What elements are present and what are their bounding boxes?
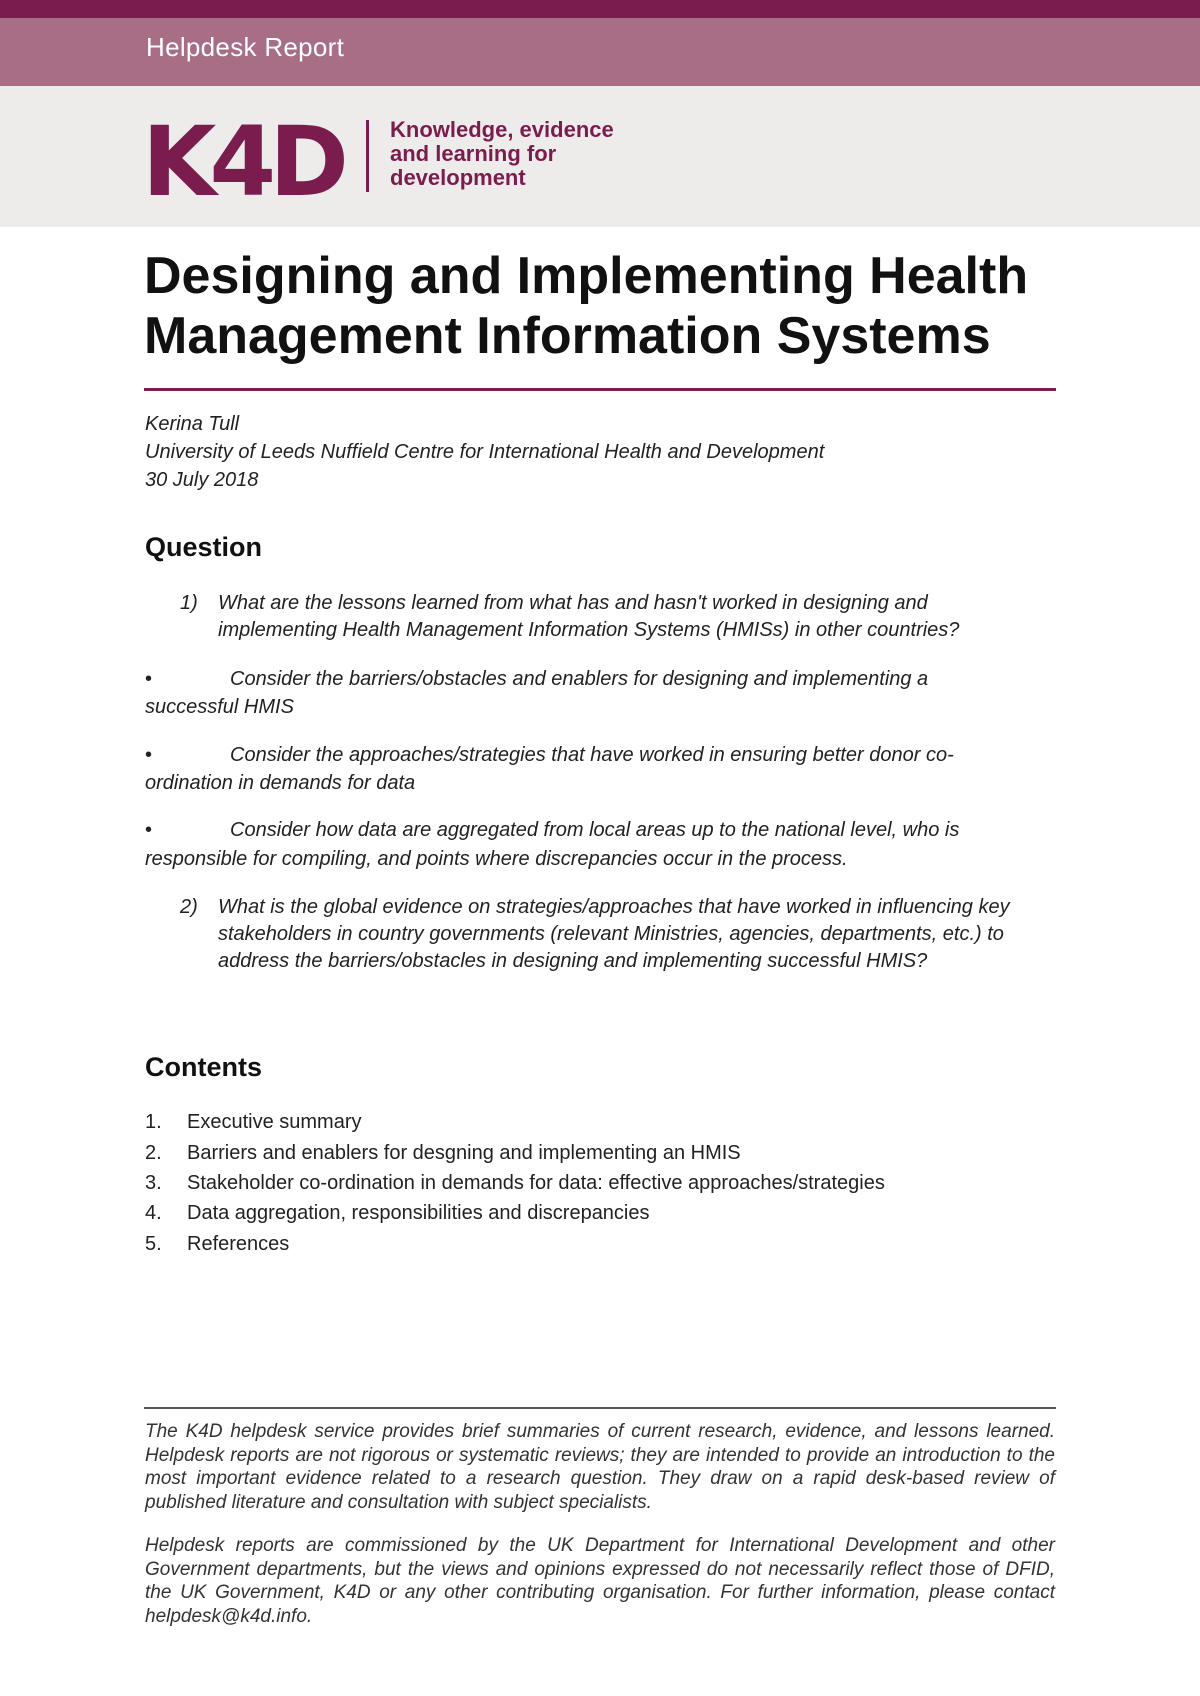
author-name: Kerina Tull (145, 413, 240, 435)
question-text (218, 894, 1078, 975)
logo-tagline-line: development (390, 165, 526, 190)
toc-item-label: Executive summary (187, 1111, 362, 1133)
k4d-logo: K4D (142, 106, 342, 218)
logo-tagline-line: Knowledge, evidence (390, 117, 614, 142)
bullet-text-line: responsible for compiling, and points where discrepancies occur in the process. (145, 848, 848, 870)
bullet-marker: • (145, 668, 153, 690)
logo-tagline (390, 118, 650, 190)
top-stripe (0, 0, 1200, 18)
commission-paragraph: Helpdesk reports are commissioned by the UK Department for International Development and other Government departments, but the views and opinions expressed do not necessarily reflect those of DFID, the UK Government, K4D or any other contributing organisation. For further information, please contact helpdesk@k4d.info. (145, 1535, 1055, 1627)
logo-tagline-line: and learning for (390, 141, 557, 166)
question-number: 2) (180, 896, 198, 918)
toc-item-label: Stakeholder co-ordination in demands for data: effective approaches/strategies (187, 1172, 885, 1194)
toc-item[interactable] (145, 1139, 741, 1167)
author-affiliation: University of Leeds Nuffield Centre for International Health and Development (145, 441, 825, 463)
toc-item-number: 5. (145, 1233, 162, 1255)
toc-item-label: Barriers and enablers for desgning and implementing an HMIS (187, 1142, 741, 1164)
question-text-line: What is the global evidence on strategies/approaches that have worked in influencing key (218, 896, 1010, 918)
title-rule (144, 388, 1056, 391)
logo-band (0, 86, 1200, 227)
bullet-marker: • (145, 819, 153, 841)
bullet-text-line: Consider the barriers/obstacles and enablers for designing and implementing a (230, 668, 929, 690)
bullet-text-line: ordination in demands for data (145, 772, 416, 794)
toc-item[interactable] (145, 1169, 885, 1197)
toc-item-label: Data aggregation, responsibilities and discrepancies (187, 1202, 650, 1224)
toc-item-number: 2. (145, 1142, 162, 1164)
author-block (145, 410, 824, 494)
question-text-line: address the barriers/obstacles in designing and implementing successful HMIS? (218, 950, 928, 972)
bullet-marker: • (145, 744, 153, 766)
toc-item-label: References (187, 1233, 290, 1255)
toc-item-number: 1. (145, 1111, 162, 1133)
question-text-line: What are the lessons learned from what has and hasn't worked in designing and (218, 592, 928, 614)
report-date: 30 July 2018 (145, 469, 259, 491)
question-text-line: implementing Health Management Information Systems (HMISs) in other countries? (218, 619, 960, 641)
toc-item[interactable] (145, 1230, 289, 1258)
question-number: 1) (180, 592, 198, 614)
page-title-line: Management Information Systems (144, 307, 991, 365)
disclaimer-paragraph: The K4D helpdesk service provides brief summaries of current research, evidence, and lessons learned. Helpdesk reports are not rigorous or systematic reviews; they are intended to provide an introduction to the most important evidence related to a research question. They draw on a rapid desk-based review of published literature and consultation with subject specialists. (145, 1421, 1055, 1513)
page-title-line: Designing and Implementing Health (144, 247, 1029, 305)
bullet-text-line: successful HMIS (145, 696, 294, 718)
bullet-text-line: Consider the approaches/strategies that have worked in ensuring better donor co- (230, 744, 954, 766)
contents-heading: Contents (145, 1052, 262, 1082)
banner-label: Helpdesk Report (146, 32, 345, 62)
toc-item-number: 3. (145, 1172, 162, 1194)
bullet-text-line: Consider how data are aggregated from local areas up to the national level, who is (230, 819, 960, 841)
logo-divider (366, 120, 369, 192)
question-text-line: stakeholders in country governments (relevant Ministries, agencies, departments, etc.) to (218, 923, 1004, 945)
page-title (144, 246, 1074, 366)
footer-rule (144, 1407, 1056, 1409)
toc-item[interactable] (145, 1199, 650, 1227)
question-text (218, 590, 1078, 644)
toc-item[interactable] (145, 1108, 362, 1136)
question-heading: Question (145, 532, 263, 562)
report-type-banner (0, 18, 1200, 86)
toc-item-number: 4. (145, 1202, 162, 1224)
